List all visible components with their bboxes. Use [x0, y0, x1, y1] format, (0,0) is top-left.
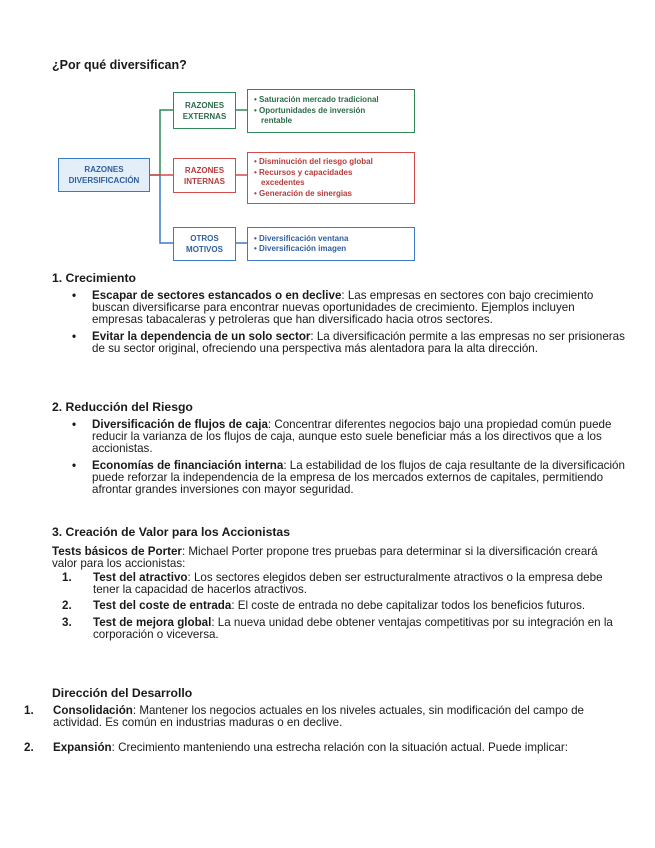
other-motives-list: • Diversificación ventana • Diversificación imagen	[247, 227, 415, 261]
list-item: • Economías de financiación interna: La estabilidad de los flujos de caja resultante de la diversificación puede reforzar la independencia de la empresa de los mercados externos de capitales, permitiendo afrontar grandes inversiones con mayor seguridad.	[66, 460, 626, 497]
list-item: • Diversificación de flujos de caja: Concentrar diferentes negocios bajo una propiedad común puede reducir la varianza de los flujos de caja, aunque esto suele beneficiar más a los directivos que a los accionistas.	[66, 419, 626, 456]
growth-list	[66, 290, 626, 359]
porter-intro: Tests básicos de Porter: Michael Porter propone tres pruebas para determinar si la diversificación creará valor para los accionistas:	[52, 545, 598, 571]
internal-reasons-node: RAZONES INTERNAS	[173, 158, 236, 193]
external-reasons-node: RAZONES EXTERNAS	[173, 92, 236, 129]
risk-list	[66, 419, 626, 500]
list-item: 2. Test del coste de entrada: El coste de entrada no debe capitalizar todos los beneficios futuros.	[62, 599, 586, 613]
other-motives-node: OTROS MOTIVOS	[173, 227, 236, 261]
external-reasons-list: • Saturación mercado tradicional • Oportunidades de inversión rentable	[247, 89, 415, 133]
root-node: RAZONES DIVERSIFICACIÓN	[58, 158, 150, 192]
list-item: 2. Expansión: Crecimiento manteniendo una estrecha relación con la situación actual. Puede implicar:	[24, 741, 568, 755]
diversification-diagram	[0, 0, 655, 270]
section-value-heading: 3. Creación de Valor para los Accionistas	[52, 525, 290, 539]
list-item: • Evitar la dependencia de un solo sector: La diversificación permite a las empresas no ser prisioneras de su sector original, ofreciendo una perspectiva más alentadora para la alta dirección.	[66, 331, 626, 355]
list-item: 1. Test del atractivo: Los sectores elegidos deben ser estructuralmente atractivos o la empresa debe tener la capacidad de hacerlos atractivos.	[62, 571, 603, 597]
list-item: 1. Consolidación: Mantener los negocios actuales en los niveles actuales, sin modificación del campo de actividad. Es común en industrias maduras o en declive.	[24, 704, 584, 730]
list-item: • Escapar de sectores estancados o en declive: Las empresas en sectores con bajo crecimiento buscan diversificarse para encontrar nuevas oportunidades de crecimiento. Ejemplos incluyen empresas tabacaleras y petroleras que han diversificado hacia otros sectores.	[66, 290, 626, 327]
section-growth-heading: 1. Crecimiento	[52, 271, 136, 285]
page-title: ¿Por qué diversifican?	[52, 58, 187, 72]
section-risk-heading: 2. Reducción del Riesgo	[52, 400, 193, 414]
internal-reasons-list: • Disminución del riesgo global • Recursos y capacidades excedentes • Generación de sinergias	[247, 152, 415, 204]
section-development-heading: Dirección del Desarrollo	[52, 686, 193, 700]
porter-tests-list	[62, 572, 622, 641]
development-list	[24, 705, 624, 755]
list-item: 3. Test de mejora global: La nueva unidad debe obtener ventajas competitivas por su integración en la corporación o viceversa.	[62, 615, 613, 641]
